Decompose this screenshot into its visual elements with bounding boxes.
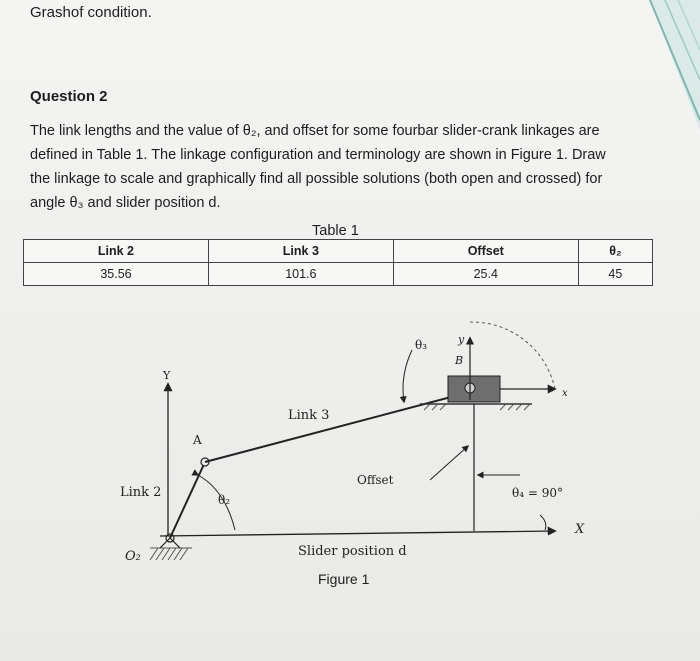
label-theta3: θ₃ xyxy=(415,338,428,352)
label-o2: O₂ xyxy=(125,549,141,564)
table-header-row xyxy=(24,240,653,263)
header-text: Grashof condition. xyxy=(30,4,152,21)
label-y-left: Y xyxy=(163,369,171,382)
table-title: Table 1 xyxy=(312,223,359,239)
link3-line xyxy=(205,392,470,462)
label-x-big: X xyxy=(575,522,585,537)
cell-link3: 101.6 xyxy=(208,263,393,286)
question-text xyxy=(30,119,646,215)
question-label: Question 2 xyxy=(30,88,108,105)
label-x-small: x xyxy=(562,388,568,399)
x-axis xyxy=(160,531,555,536)
question-line: The link lengths and the value of θ₂, and offset for some fourbar slider-crank linkages are xyxy=(30,123,600,139)
question-line: angle θ₃ and slider position d. xyxy=(30,195,221,211)
label-link2: Link 2 xyxy=(120,485,162,500)
link-table xyxy=(23,239,653,286)
header-cell-offset: Offset xyxy=(393,240,578,263)
label-a: A xyxy=(193,433,202,447)
cell-link2: 35.56 xyxy=(24,263,209,286)
cell-theta2: 45 xyxy=(578,263,652,286)
label-y-right: y xyxy=(458,333,465,346)
label-offset: Offset xyxy=(357,473,394,487)
offset-arrow xyxy=(430,446,468,480)
theta3-arc xyxy=(403,350,412,402)
link2-line xyxy=(170,462,205,538)
header-cell-link3: Link 3 xyxy=(208,240,393,263)
label-link3: Link 3 xyxy=(288,408,330,423)
ground-hatch xyxy=(150,548,192,560)
rail-hatch xyxy=(424,404,530,410)
question-line: the linkage to scale and graphically find all possible solutions (both open and crossed) for xyxy=(30,171,603,187)
question-line: defined in Table 1. The linkage configuration and terminology are shown in Figure 1. Draw xyxy=(30,147,606,163)
label-b: B xyxy=(455,354,464,367)
label-slider-position: Slider position d xyxy=(298,544,407,559)
decorative-stripes xyxy=(620,0,700,140)
table-row xyxy=(24,263,653,286)
cell-offset: 25.4 xyxy=(393,263,578,286)
figure-caption: Figure 1 xyxy=(318,571,370,587)
label-theta4: θ₄ = 90° xyxy=(512,486,563,500)
linkage-figure xyxy=(0,300,700,590)
label-theta2: θ₂ xyxy=(218,493,231,507)
header-cell-link2: Link 2 xyxy=(24,240,209,263)
header-cell-theta2: θ₂ xyxy=(578,240,652,263)
